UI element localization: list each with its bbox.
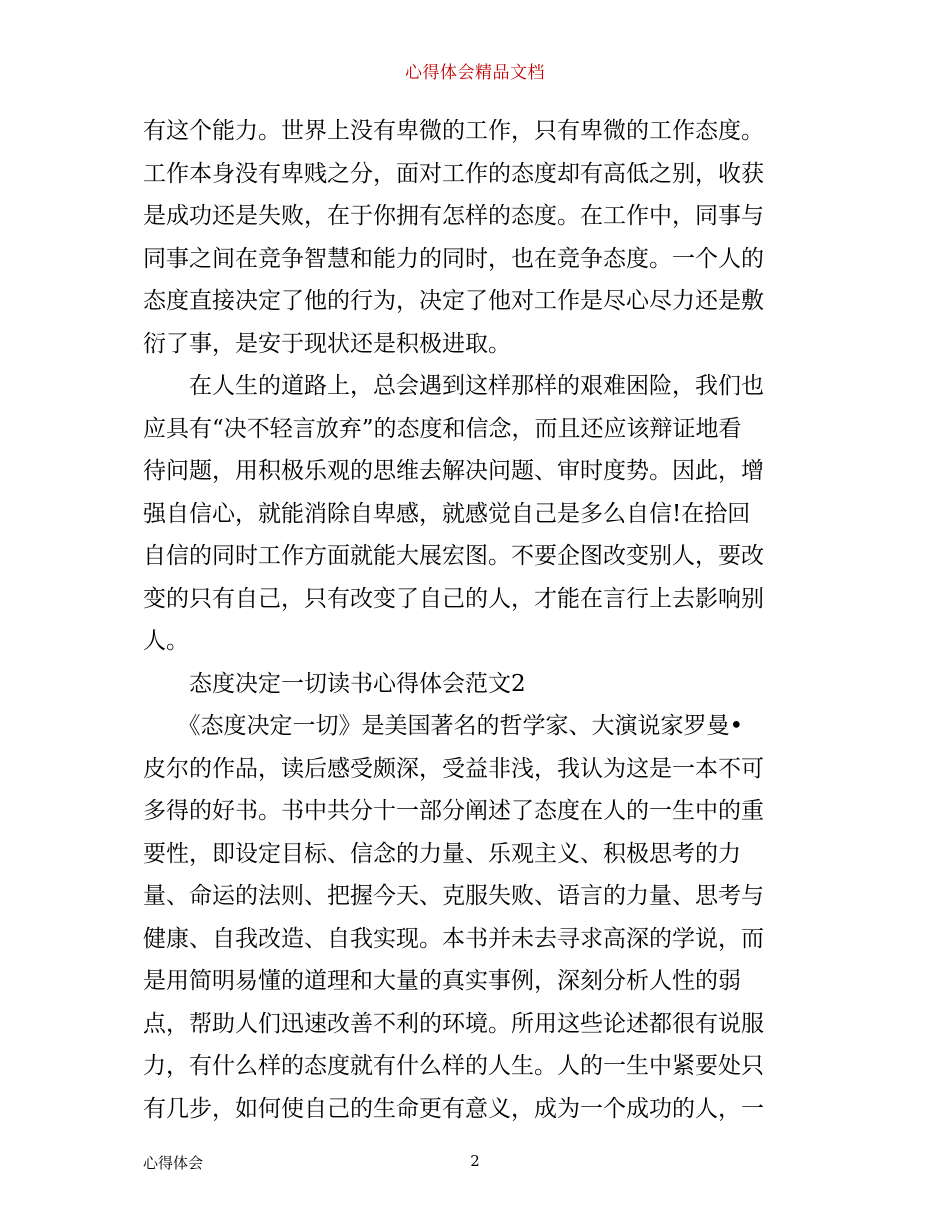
text-line: 同事之间在竞争智慧和能力的同时，也在竞争态度。一个人的 [143, 245, 764, 272]
text-line: 在人生的道路上，总会遇到这样那样的艰难困险，我们也 [143, 373, 764, 399]
text-line: 变的只有自己，只有改变了自己的人，才能在言行上去影响别 [143, 585, 764, 612]
text-line: 有几步，如何使自己的生命更有意义，成为一个成功的人，一 [143, 1095, 764, 1122]
text-line: 健康、自我改造、自我实现。本书并未去寻求高深的学说，而 [143, 925, 764, 952]
text-line: 要性，即设定目标、信念的力量、乐观主义、积极思考的力 [143, 840, 741, 867]
text-line: 强自信心，就能消除自卑感，就感觉自己是多么自信!在拾回 [143, 500, 751, 527]
text-line: 皮尔的作品，读后感受颇深，受益非浅，我认为这是一本不可 [143, 755, 764, 782]
footer-label: 心得体会 [143, 1154, 204, 1172]
text-line: 多得的好书。书中共分十一部分阐述了态度在人的一生中的重 [143, 798, 764, 824]
text-line: 是成功还是失败，在于你拥有怎样的态度。在工作中，同事与 [143, 203, 764, 229]
text-line: 是用简明易懂的道理和大量的真实事例，深刻分析人性的弱 [143, 968, 741, 994]
page-header-title: 心得体会精品文档 [405, 63, 545, 83]
text-line: 量、命运的法则、把握今天、克服失败、语言的力量、思考与 [143, 883, 764, 909]
text-line: 点，帮助人们迅速改善不利的环境。所用这些论述都很有说服 [143, 1010, 764, 1037]
text-line: 态度直接决定了他的行为，决定了他对工作是尽心尽力还是敷 [143, 288, 764, 314]
text-line: 力，有什么样的态度就有什么样的人生。人的一生中紧要处只 [143, 1053, 764, 1079]
page-number: 2 [470, 1152, 480, 1170]
text-line: 人。 [143, 628, 189, 654]
text-line: 自信的同时工作方面就能大展宏图。不要企图改变别人，要改 [143, 543, 764, 569]
text-line: 衍了事，是安于现状还是积极进取。 [143, 330, 511, 357]
body-text [143, 110, 815, 1130]
text-line: 工作本身没有卑贱之分，面对工作的态度却有高低之别，收获 [143, 160, 764, 187]
section-heading: 态度决定一切读书心得体会范文2 [143, 670, 526, 697]
text-line: 应具有“决不轻言放弃”的态度和信念，而且还应该辩证地看 [143, 415, 742, 442]
text-line: 待问题，用积极乐观的思维去解决问题、审时度势。因此，增 [143, 458, 764, 484]
text-line: 《态度决定一切》是美国著名的哲学家、大演说家罗曼• [143, 713, 744, 739]
text-line: 有这个能力。世界上没有卑微的工作，只有卑微的工作态度。 [143, 118, 764, 144]
